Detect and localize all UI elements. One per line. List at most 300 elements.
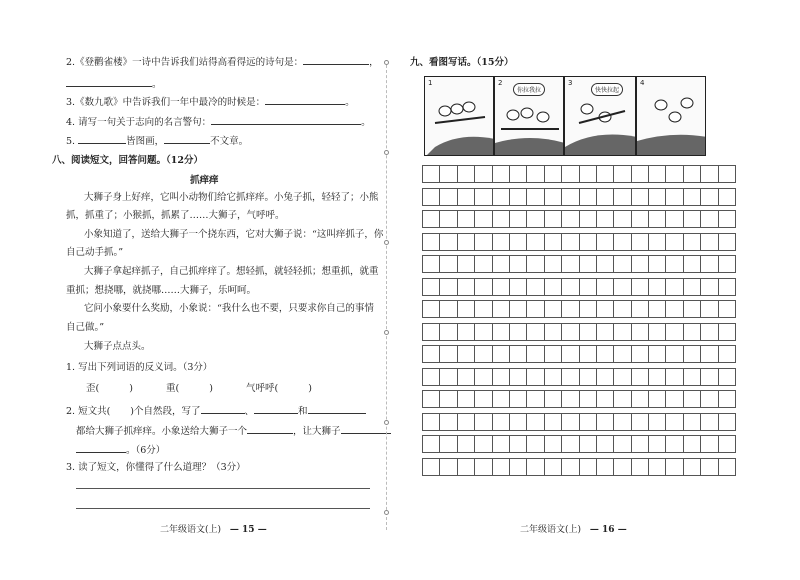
footer-right xyxy=(520,522,627,535)
grid-cell[interactable] xyxy=(613,390,631,408)
grid-cell[interactable] xyxy=(718,255,736,273)
grid-cell[interactable] xyxy=(561,255,579,273)
grid-cell[interactable] xyxy=(544,188,562,206)
grid-cell[interactable] xyxy=(492,435,510,453)
grid-cell[interactable] xyxy=(544,165,562,183)
grid-cell[interactable] xyxy=(665,255,683,273)
grid-cell[interactable] xyxy=(613,210,631,228)
grid-cell[interactable] xyxy=(526,255,544,273)
grid-cell[interactable] xyxy=(665,413,683,431)
grid-cell[interactable] xyxy=(579,323,597,341)
grid-cell[interactable] xyxy=(579,255,597,273)
grid-cell[interactable] xyxy=(631,233,649,251)
grid-cell[interactable] xyxy=(665,368,683,386)
grid-cell[interactable] xyxy=(683,233,701,251)
grid-cell[interactable] xyxy=(492,323,510,341)
speech-bubble-2: 你拉我拉 xyxy=(513,83,545,96)
grid-cell[interactable] xyxy=(596,413,614,431)
grid-cell[interactable] xyxy=(526,300,544,318)
grid-cell[interactable] xyxy=(700,435,718,453)
grid-cell[interactable] xyxy=(544,255,562,273)
grid-row xyxy=(422,300,735,318)
q5-num: 5. xyxy=(66,136,76,147)
grid-cell[interactable] xyxy=(526,458,544,476)
footer-right-label: 二年级语文(上) xyxy=(520,525,582,535)
grid-cell[interactable] xyxy=(596,165,614,183)
grid-cell[interactable] xyxy=(596,368,614,386)
grid-cell[interactable] xyxy=(718,165,736,183)
grid-cell[interactable] xyxy=(474,390,492,408)
grid-cell[interactable] xyxy=(631,458,649,476)
grid-cell[interactable] xyxy=(579,345,597,363)
sub-question-2-line-1 xyxy=(66,404,366,418)
grid-cell[interactable] xyxy=(526,233,544,251)
grid-cell[interactable] xyxy=(683,345,701,363)
grid-cell[interactable] xyxy=(579,188,597,206)
sq2-blank-4[interactable] xyxy=(247,424,293,434)
comic-panel-3 xyxy=(564,76,636,156)
grid-cell[interactable] xyxy=(439,345,457,363)
grid-cell[interactable] xyxy=(526,165,544,183)
grid-cell[interactable] xyxy=(509,435,527,453)
grid-cell[interactable] xyxy=(422,233,440,251)
grid-cell[interactable] xyxy=(579,233,597,251)
grid-cell[interactable] xyxy=(579,435,597,453)
grid-cell[interactable] xyxy=(561,210,579,228)
grid-cell[interactable] xyxy=(561,435,579,453)
sq2-blank-6[interactable] xyxy=(76,443,126,453)
grid-cell[interactable] xyxy=(509,255,527,273)
grid-cell[interactable] xyxy=(718,458,736,476)
grid-cell[interactable] xyxy=(544,210,562,228)
q5-mid2: 不文章。 xyxy=(210,136,249,147)
q4-blank[interactable] xyxy=(211,115,361,125)
grid-cell[interactable] xyxy=(474,210,492,228)
grid-cell[interactable] xyxy=(509,188,527,206)
grid-cell[interactable] xyxy=(561,233,579,251)
grid-cell[interactable] xyxy=(457,165,475,183)
grid-cell[interactable] xyxy=(683,210,701,228)
sq2-blank-2[interactable] xyxy=(254,404,298,414)
grid-cell[interactable] xyxy=(526,390,544,408)
grid-cell[interactable] xyxy=(631,413,649,431)
grid-cell[interactable] xyxy=(422,458,440,476)
grid-cell[interactable] xyxy=(700,368,718,386)
grid-cell[interactable] xyxy=(700,165,718,183)
grid-cell[interactable] xyxy=(439,435,457,453)
grid-cell[interactable] xyxy=(439,255,457,273)
grid-cell[interactable] xyxy=(665,323,683,341)
grid-cell[interactable] xyxy=(492,165,510,183)
grid-cell[interactable] xyxy=(631,165,649,183)
grid-cell[interactable] xyxy=(718,368,736,386)
grid-cell[interactable] xyxy=(718,300,736,318)
comic-panel-1 xyxy=(424,76,494,156)
grid-cell[interactable] xyxy=(422,345,440,363)
grid-cell[interactable] xyxy=(457,210,475,228)
grid-cell[interactable] xyxy=(700,323,718,341)
grid-cell[interactable] xyxy=(561,323,579,341)
grid-cell[interactable] xyxy=(700,255,718,273)
grid-cell[interactable] xyxy=(718,210,736,228)
grid-cell[interactable] xyxy=(492,278,510,296)
grid-cell[interactable] xyxy=(718,323,736,341)
grid-cell[interactable] xyxy=(439,458,457,476)
grid-cell[interactable] xyxy=(700,413,718,431)
grid-cell[interactable] xyxy=(613,278,631,296)
grid-cell[interactable] xyxy=(631,278,649,296)
grid-cell[interactable] xyxy=(596,210,614,228)
sq2-blank-5[interactable] xyxy=(341,424,391,434)
grid-cell[interactable] xyxy=(544,233,562,251)
sq2-blank-1[interactable] xyxy=(201,404,245,414)
grid-cell[interactable] xyxy=(544,345,562,363)
grid-cell[interactable] xyxy=(683,255,701,273)
grid-cell[interactable] xyxy=(474,233,492,251)
grid-cell[interactable] xyxy=(613,300,631,318)
grid-cell[interactable] xyxy=(474,300,492,318)
antonym-3-close: ) xyxy=(308,383,312,394)
grid-cell[interactable] xyxy=(526,323,544,341)
grid-cell[interactable] xyxy=(422,413,440,431)
grid-cell[interactable] xyxy=(613,255,631,273)
grid-cell[interactable] xyxy=(561,188,579,206)
grid-cell[interactable] xyxy=(457,188,475,206)
grid-cell[interactable] xyxy=(526,188,544,206)
grid-cell[interactable] xyxy=(474,278,492,296)
binding-hole xyxy=(384,330,389,335)
grid-cell[interactable] xyxy=(422,435,440,453)
grid-cell[interactable] xyxy=(683,300,701,318)
grid-cell[interactable] xyxy=(561,300,579,318)
grid-cell[interactable] xyxy=(665,165,683,183)
grid-row xyxy=(422,188,735,206)
grid-cell[interactable] xyxy=(474,165,492,183)
grid-cell[interactable] xyxy=(579,390,597,408)
grid-cell[interactable] xyxy=(648,458,666,476)
grid-cell[interactable] xyxy=(648,255,666,273)
grid-cell[interactable] xyxy=(631,255,649,273)
grid-cell[interactable] xyxy=(474,435,492,453)
grid-cell[interactable] xyxy=(665,278,683,296)
grid-cell[interactable] xyxy=(544,458,562,476)
sq2-e: 都给大狮子抓痒痒。小象送给大狮子一个 xyxy=(76,426,248,437)
grid-cell[interactable] xyxy=(596,435,614,453)
grid-cell[interactable] xyxy=(665,458,683,476)
grid-cell[interactable] xyxy=(544,413,562,431)
grid-cell[interactable] xyxy=(457,300,475,318)
para1-a: 大狮子身上好痒，它叫小动物们给它抓痒痒。小兔子抓，轻轻了；小熊 xyxy=(84,192,379,203)
grid-cell[interactable] xyxy=(596,278,614,296)
grid-cell[interactable] xyxy=(631,368,649,386)
grid-cell[interactable] xyxy=(631,188,649,206)
grid-cell[interactable] xyxy=(457,255,475,273)
grid-cell[interactable] xyxy=(422,300,440,318)
answer-line-1[interactable] xyxy=(76,488,370,489)
grid-cell[interactable] xyxy=(439,278,457,296)
grid-cell[interactable] xyxy=(457,233,475,251)
grid-cell[interactable] xyxy=(596,458,614,476)
q5-mid1: 皆图画， xyxy=(126,136,165,147)
grid-cell[interactable] xyxy=(700,278,718,296)
grid-cell[interactable] xyxy=(683,278,701,296)
grid-cell[interactable] xyxy=(700,390,718,408)
grid-cell[interactable] xyxy=(509,278,527,296)
grid-cell[interactable] xyxy=(596,345,614,363)
grid-cell[interactable] xyxy=(509,458,527,476)
grid-cell[interactable] xyxy=(544,368,562,386)
grid-cell[interactable] xyxy=(561,390,579,408)
q5-blank-2[interactable] xyxy=(164,134,210,144)
q2-blank-1[interactable] xyxy=(303,55,369,65)
mice-pulling-icon xyxy=(425,77,494,156)
para3-b: 重抓；想挠哪，就挠哪……大狮子，乐呵呵。 xyxy=(66,285,257,296)
footer-left xyxy=(160,522,267,535)
grid-cell[interactable] xyxy=(509,345,527,363)
grid-cell[interactable] xyxy=(509,300,527,318)
grid-cell[interactable] xyxy=(648,165,666,183)
grid-cell[interactable] xyxy=(474,458,492,476)
grid-cell[interactable] xyxy=(700,233,718,251)
grid-cell[interactable] xyxy=(457,368,475,386)
grid-cell[interactable] xyxy=(648,300,666,318)
sub-question-3: 3. 读了短文，你懂得了什么道理？（3分） xyxy=(66,462,246,473)
grid-cell[interactable] xyxy=(683,165,701,183)
grid-cell[interactable] xyxy=(613,345,631,363)
sq2-g: 。（6分） xyxy=(126,445,166,456)
grid-cell[interactable] xyxy=(457,458,475,476)
grid-cell[interactable] xyxy=(439,233,457,251)
grid-cell[interactable] xyxy=(457,345,475,363)
grid-cell[interactable] xyxy=(665,300,683,318)
grid-cell[interactable] xyxy=(596,300,614,318)
grid-cell[interactable] xyxy=(596,233,614,251)
grid-cell[interactable] xyxy=(648,435,666,453)
grid-cell[interactable] xyxy=(613,323,631,341)
q5-blank-1[interactable] xyxy=(78,134,126,144)
grid-cell[interactable] xyxy=(631,300,649,318)
grid-cell[interactable] xyxy=(648,345,666,363)
grid-cell[interactable] xyxy=(526,210,544,228)
grid-cell[interactable] xyxy=(422,188,440,206)
grid-cell[interactable] xyxy=(613,458,631,476)
grid-cell[interactable] xyxy=(509,390,527,408)
grid-cell[interactable] xyxy=(439,300,457,318)
q2-blank-2[interactable] xyxy=(66,77,152,87)
grid-cell[interactable] xyxy=(422,165,440,183)
grid-cell[interactable] xyxy=(509,165,527,183)
grid-cell[interactable] xyxy=(492,255,510,273)
grid-cell[interactable] xyxy=(492,300,510,318)
grid-cell[interactable] xyxy=(544,435,562,453)
grid-cell[interactable] xyxy=(700,458,718,476)
grid-cell[interactable] xyxy=(700,210,718,228)
grid-cell[interactable] xyxy=(718,390,736,408)
grid-cell[interactable] xyxy=(474,413,492,431)
grid-cell[interactable] xyxy=(683,435,701,453)
grid-cell[interactable] xyxy=(439,413,457,431)
panel-3-number: 3 xyxy=(568,79,573,87)
grid-cell[interactable] xyxy=(422,210,440,228)
q5-line xyxy=(66,134,248,148)
grid-cell[interactable] xyxy=(422,323,440,341)
grid-cell[interactable] xyxy=(613,165,631,183)
grid-cell[interactable] xyxy=(439,390,457,408)
grid-cell[interactable] xyxy=(596,390,614,408)
grid-cell[interactable] xyxy=(422,278,440,296)
q2-line-2 xyxy=(66,77,162,91)
grid-cell[interactable] xyxy=(544,300,562,318)
grid-cell[interactable] xyxy=(613,188,631,206)
grid-cell[interactable] xyxy=(683,188,701,206)
grid-cell[interactable] xyxy=(561,278,579,296)
grid-cell[interactable] xyxy=(422,255,440,273)
grid-cell[interactable] xyxy=(526,368,544,386)
grid-cell[interactable] xyxy=(439,188,457,206)
grid-cell[interactable] xyxy=(492,345,510,363)
grid-cell[interactable] xyxy=(526,413,544,431)
grid-cell[interactable] xyxy=(526,345,544,363)
grid-cell[interactable] xyxy=(457,390,475,408)
grid-cell[interactable] xyxy=(648,210,666,228)
q3-blank[interactable] xyxy=(265,95,345,105)
grid-cell[interactable] xyxy=(718,345,736,363)
grid-cell[interactable] xyxy=(526,278,544,296)
grid-cell[interactable] xyxy=(648,368,666,386)
grid-cell[interactable] xyxy=(648,323,666,341)
grid-row xyxy=(422,458,735,476)
grid-cell[interactable] xyxy=(579,278,597,296)
grid-cell[interactable] xyxy=(683,413,701,431)
grid-cell[interactable] xyxy=(648,390,666,408)
grid-cell[interactable] xyxy=(665,345,683,363)
grid-cell[interactable] xyxy=(631,390,649,408)
grid-cell[interactable] xyxy=(665,188,683,206)
grid-cell[interactable] xyxy=(718,188,736,206)
grid-cell[interactable] xyxy=(509,368,527,386)
answer-line-2[interactable] xyxy=(76,508,370,509)
antonym-2 xyxy=(166,383,213,395)
grid-cell[interactable] xyxy=(492,233,510,251)
grid-cell[interactable] xyxy=(718,413,736,431)
grid-cell[interactable] xyxy=(526,435,544,453)
grid-cell[interactable] xyxy=(422,390,440,408)
grid-cell[interactable] xyxy=(596,255,614,273)
grid-cell[interactable] xyxy=(474,368,492,386)
grid-cell[interactable] xyxy=(683,390,701,408)
grid-cell[interactable] xyxy=(665,390,683,408)
grid-cell[interactable] xyxy=(492,458,510,476)
grid-cell[interactable] xyxy=(492,210,510,228)
grid-cell[interactable] xyxy=(492,368,510,386)
grid-cell[interactable] xyxy=(561,165,579,183)
grid-cell[interactable] xyxy=(700,300,718,318)
grid-cell[interactable] xyxy=(579,210,597,228)
grid-cell[interactable] xyxy=(509,413,527,431)
grid-cell[interactable] xyxy=(457,278,475,296)
grid-cell[interactable] xyxy=(648,278,666,296)
grid-cell[interactable] xyxy=(683,458,701,476)
grid-cell[interactable] xyxy=(561,413,579,431)
grid-cell[interactable] xyxy=(457,413,475,431)
antonym-3-label: 气呼呼( xyxy=(246,383,279,394)
grid-cell[interactable] xyxy=(474,323,492,341)
grid-cell[interactable] xyxy=(631,323,649,341)
grid-cell[interactable] xyxy=(492,188,510,206)
grid-cell[interactable] xyxy=(648,188,666,206)
grid-cell[interactable] xyxy=(579,458,597,476)
grid-cell[interactable] xyxy=(439,323,457,341)
grid-cell[interactable] xyxy=(579,165,597,183)
writing-grid[interactable] xyxy=(422,165,735,480)
grid-cell[interactable] xyxy=(613,233,631,251)
grid-cell[interactable] xyxy=(648,413,666,431)
grid-cell[interactable] xyxy=(439,210,457,228)
grid-cell[interactable] xyxy=(596,323,614,341)
grid-cell[interactable] xyxy=(718,278,736,296)
grid-cell[interactable] xyxy=(665,210,683,228)
grid-cell[interactable] xyxy=(631,345,649,363)
grid-cell[interactable] xyxy=(457,323,475,341)
grid-cell[interactable] xyxy=(561,368,579,386)
antonym-2-label: 重( xyxy=(166,383,180,394)
grid-cell[interactable] xyxy=(718,435,736,453)
grid-cell[interactable] xyxy=(579,300,597,318)
grid-cell[interactable] xyxy=(683,368,701,386)
grid-cell[interactable] xyxy=(648,233,666,251)
grid-cell[interactable] xyxy=(492,390,510,408)
grid-row xyxy=(422,233,735,251)
antonym-1-close: ) xyxy=(129,383,133,394)
grid-cell[interactable] xyxy=(665,435,683,453)
binding-hole xyxy=(384,60,389,65)
grid-cell[interactable] xyxy=(474,188,492,206)
grid-cell[interactable] xyxy=(544,323,562,341)
grid-cell[interactable] xyxy=(439,368,457,386)
grid-cell[interactable] xyxy=(579,413,597,431)
grid-cell[interactable] xyxy=(544,278,562,296)
grid-cell[interactable] xyxy=(561,345,579,363)
grid-cell[interactable] xyxy=(561,458,579,476)
grid-cell[interactable] xyxy=(631,210,649,228)
grid-cell[interactable] xyxy=(718,233,736,251)
grid-cell[interactable] xyxy=(579,368,597,386)
grid-cell[interactable] xyxy=(613,435,631,453)
grid-cell[interactable] xyxy=(700,345,718,363)
grid-cell[interactable] xyxy=(613,368,631,386)
grid-cell[interactable] xyxy=(596,188,614,206)
grid-cell[interactable] xyxy=(457,435,475,453)
grid-cell[interactable] xyxy=(631,435,649,453)
sq2-blank-3[interactable] xyxy=(308,404,366,414)
grid-cell[interactable] xyxy=(544,390,562,408)
grid-cell[interactable] xyxy=(665,233,683,251)
grid-cell[interactable] xyxy=(509,233,527,251)
grid-cell[interactable] xyxy=(474,345,492,363)
grid-cell[interactable] xyxy=(700,188,718,206)
sq2-c: 、 xyxy=(244,406,255,417)
grid-cell[interactable] xyxy=(509,323,527,341)
para5: 大狮子点点头。 xyxy=(84,341,151,352)
grid-cell[interactable] xyxy=(613,413,631,431)
grid-cell[interactable] xyxy=(683,323,701,341)
grid-cell[interactable] xyxy=(492,413,510,431)
grid-cell[interactable] xyxy=(439,165,457,183)
grid-cell[interactable] xyxy=(474,255,492,273)
grid-cell[interactable] xyxy=(422,368,440,386)
grid-cell[interactable] xyxy=(509,210,527,228)
antonym-1 xyxy=(86,383,133,395)
